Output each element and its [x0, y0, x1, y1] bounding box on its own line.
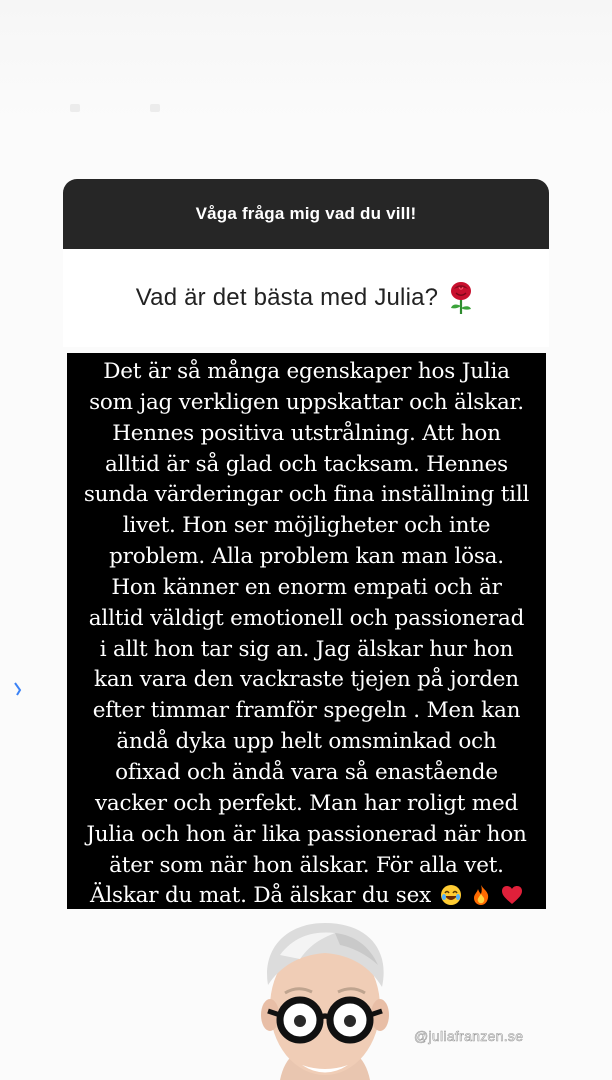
blur-speck	[150, 104, 160, 112]
answer-line: Hon känner en enorm empati och är	[111, 574, 502, 600]
answer-text-block	[67, 353, 546, 909]
question-text: Vad är det bästa med Julia?	[135, 284, 439, 311]
answer-line: alltid väldigt emotionell och passionerad	[88, 605, 525, 631]
answer-line: vacker och perfekt. Man har roligt med	[94, 790, 519, 816]
avatar	[240, 915, 410, 1080]
answer-line: ofixad och ändå vara så enastående	[115, 759, 498, 785]
answer-line: ändå dyka upp helt omsminkad och	[116, 729, 497, 755]
top-blur-area	[0, 0, 612, 120]
question-prompt: Våga fråga mig vad du vill!	[195, 204, 417, 223]
laughing-face-icon	[440, 884, 462, 906]
answer-line: äter som när hon älskar. För alla vet.	[109, 852, 504, 878]
watermark-text: @juliafranzen.se	[414, 1028, 524, 1044]
answer-line: kan vara den vackraste tjejen på jorden	[94, 667, 519, 693]
answer-line: efter timmar framför spegeln . Men kan	[92, 698, 521, 724]
answer-line: som jag verkligen uppskattar och älskar.	[89, 389, 524, 415]
answer-line: Älskar du mat. Då älskar du sex	[90, 883, 432, 909]
answer-line: Hennes positiva utstrålning. Att hon	[112, 420, 501, 446]
answer-line: alltid är så glad och tacksam. Hennes	[105, 451, 508, 477]
rose-icon	[446, 281, 476, 315]
answer-line: sunda värderingar och fina inställning till	[83, 482, 530, 508]
answer-line: Julia och hon är lika passionerad när hon	[86, 821, 527, 847]
heart-icon	[501, 884, 523, 906]
answer-last-line	[73, 881, 540, 912]
question-sticker-body[interactable]	[63, 249, 549, 347]
answer-line: livet. Hon ser möjligheter och inte	[122, 513, 491, 539]
answer-line: problem. Alla problem kan man lösa.	[109, 544, 504, 570]
answer-lines	[73, 357, 540, 881]
blur-speck	[70, 104, 80, 112]
answer-line: i allt hon tar sig an. Jag älskar hur hon	[99, 636, 514, 662]
answer-line: Det är så många egenskaper hos Julia	[103, 359, 510, 384]
fire-icon	[470, 884, 492, 906]
question-sticker-header[interactable]	[63, 179, 549, 249]
edge-mark-icon	[14, 682, 22, 696]
